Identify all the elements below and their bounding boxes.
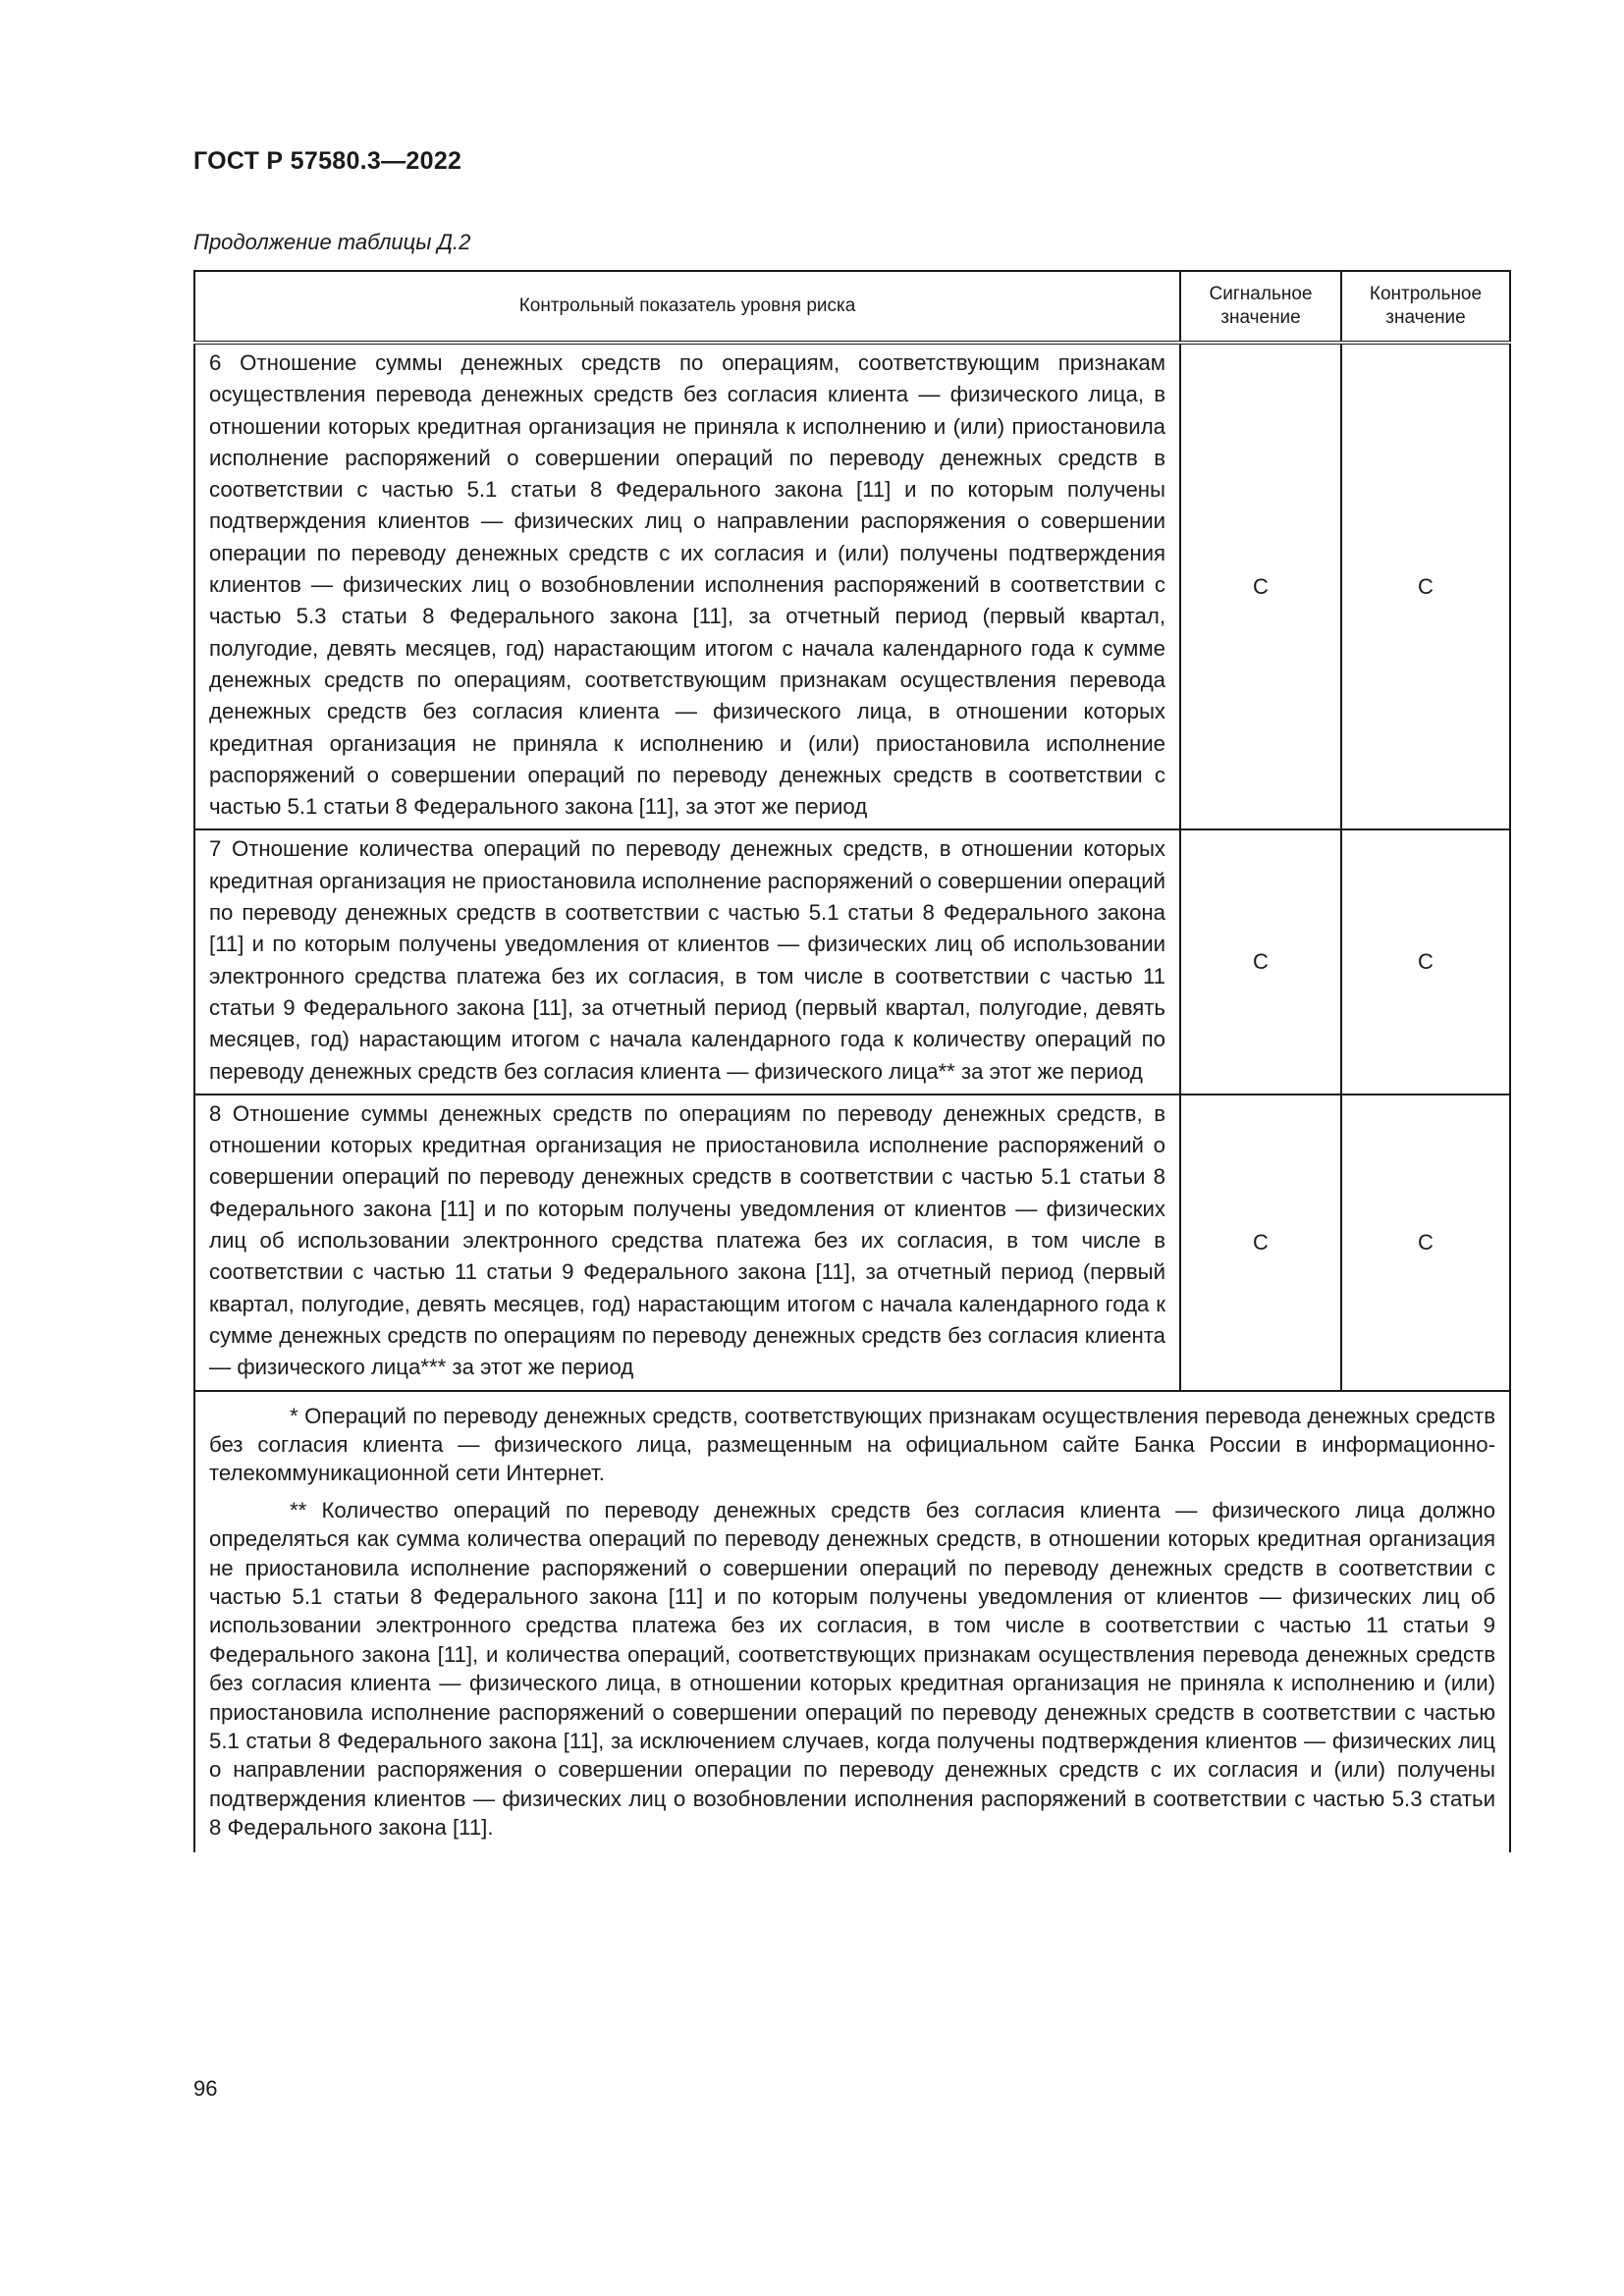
- control-value: С: [1341, 343, 1510, 829]
- footnote-single-asterisk: * Операций по переводу денежных средств, соответствующих признакам осуществления перевода денежных средств без согласия клиента — физического лица, размещенным на официальном сайте Банка России в информационно-телекоммуникационной сети Интернет.: [209, 1403, 1495, 1486]
- indicator-text: 6 Отношение суммы денежных средств по операциям, соответствующим признакам осуществления перевода денежных средств без согласия клиента — физического лица, в отношении которых кредитная организация не приняла к исполнению и (или) приостановила исполнение распоряжений о совершении операций по переводу денежных средств в соответствии с частью 5.1 статьи 8 Федерального закона [11] и по которым получены подтверждения клиентов — физических лиц о направлении распоряжения о совершении операции по переводу денежных средств с их согласия и (или) получены подтверждения клиентов — физических лиц о возобновлении исполнения распоряжений в соответствии с частью 5.3 статьи 8 Федерального закона [11], за отчетный период (первый квартал, полугодие, девять месяцев, год) нарастающим итогом с начала календарного года к сумме денежных средств по операциям, соответствующим признакам осуществления перевода денежных средств без согласия клиента — физического лица, в отношении которых кредитная организация не приняла к исполнению и (или) приостановила исполнение распоряжений о совершении операций по переводу денежных средств в соответствии с частью 5.1 статьи 8 Федерального закона [11], за этот же период: [194, 343, 1180, 829]
- footnote-double-asterisk: ** Количество операций по переводу денежных средств без согласия клиента — физического лица должно определяться как сумма количества операций по переводу денежных средств, в отношении которых кредитная организация не приостановила исполнение распоряжений о совершении операций по переводу денежных средств в соответствии с частью 5.1 статьи 8 Федерального закона [11] и по которым получены уведомления от клиентов — физических лиц об использовании электронного средства платежа без их согласия, в том числе в соответствии с частью 11 статьи 9 Федерального закона [11], и количества операций, соответствующих признакам осуществления перевода денежных средств без согласия клиента — физического лица, в отношении которых кредитная организация не приняла к исполнению и (или) приостановила исполнение распоряжений о совершении операций по переводу денежных средств в соответствии с частью 5.1 статьи 8 Федерального закона [11], за исключением случаев, когда получены подтверждения клиентов — физических лиц о направлении распоряжения о совершении операции по переводу денежных средств с их согласия и (или) получены подтверждения клиентов — физических лиц о возобновлении исполнения распоряжений в соответствии с частью 5.3 статьи 8 Федерального закона [11].: [209, 1497, 1495, 1841]
- document-code: ГОСТ Р 57580.3—2022: [193, 147, 462, 175]
- page-number: 96: [193, 2076, 218, 2101]
- table-row: [194, 1095, 1510, 1391]
- control-value: С: [1341, 829, 1510, 1094]
- signal-value: С: [1180, 343, 1341, 829]
- column-header-control: Контрольное значение: [1341, 271, 1510, 343]
- risk-indicator-table: [193, 270, 1509, 1852]
- column-header-signal: Сигнальное значение: [1180, 271, 1341, 343]
- table-row: [194, 343, 1510, 829]
- control-value: С: [1341, 1095, 1510, 1391]
- table-notes-row: [194, 1391, 1510, 1852]
- table-row: [194, 829, 1510, 1094]
- indicator-text: 8 Отношение суммы денежных средств по операциям по переводу денежных средств, в отношении которых кредитная организация не приостановила исполнение распоряжений о совершении операций по переводу денежных средств в соответствии с частью 5.1 статьи 8 Федерального закона [11] и по которым получены уведомления от клиентов — физических лиц об использовании электронного средства платежа без их согласия, в том числе в соответствии с частью 11 статьи 9 Федерального закона [11], за отчетный период (первый квартал, полугодие, девять месяцев, год) нарастающим итогом с начала календарного года к сумме денежных средств по операциям по переводу денежных средств без согласия клиента — физического лица*** за этот же период: [194, 1095, 1180, 1391]
- column-header-indicator: Контрольный показатель уровня риска: [194, 271, 1180, 343]
- table-header-row: [194, 271, 1510, 343]
- table-notes: [194, 1391, 1510, 1852]
- table-caption: Продолжение таблицы Д.2: [193, 230, 471, 254]
- indicator-text: 7 Отношение количества операций по переводу денежных средств, в отношении которых кредитная организация не приостановила исполнение распоряжений о совершении операций по переводу денежных средств в соответствии с частью 5.1 статьи 8 Федерального закона [11] и по которым получены уведомления от клиентов — физических лиц об использовании электронного средства платежа без их согласия, в том числе в соответствии с частью 11 статьи 9 Федерального закона [11], за отчетный период (первый квартал, полугодие, девять месяцев, год) нарастающим итогом с начала календарного года к количеству операций по переводу денежных средств без согласия клиента — физического лица** за этот же период: [194, 829, 1180, 1094]
- signal-value: С: [1180, 1095, 1341, 1391]
- signal-value: С: [1180, 829, 1341, 1094]
